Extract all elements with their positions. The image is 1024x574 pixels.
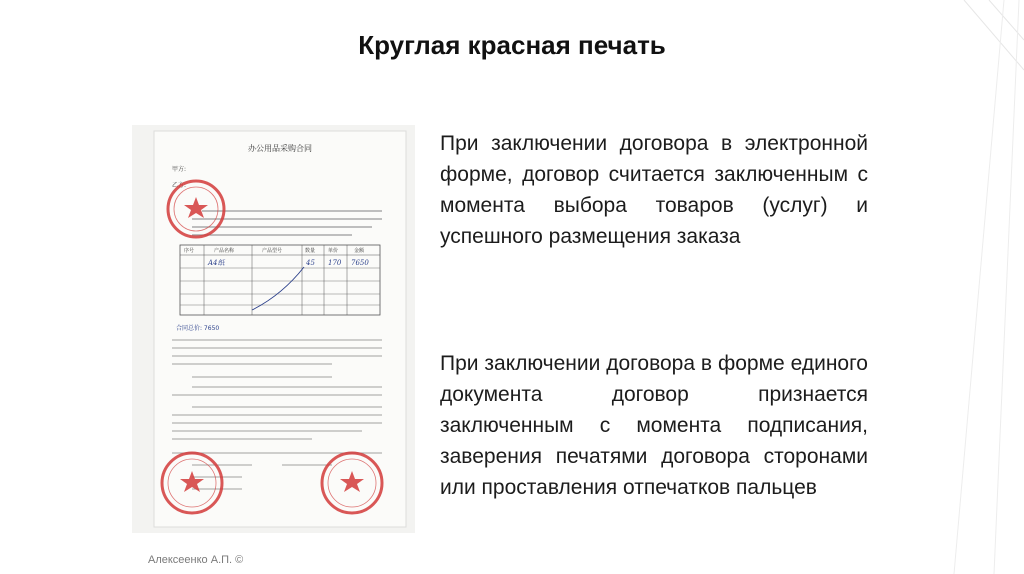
document-heading: 办公用品采购合同	[248, 144, 312, 153]
table-header-cell: 金额	[354, 248, 365, 254]
contract-document-photo	[132, 125, 415, 533]
table-header-cell: 单价	[328, 248, 339, 254]
party-a-label: 甲方:	[172, 166, 187, 173]
handwritten-item: A4纸	[208, 259, 225, 267]
handwritten-price: 170	[328, 259, 342, 267]
table-header-cell: 产品名称	[214, 248, 235, 254]
paragraph-text: При заключении договора в форме единого документа договор признается заключенным с момента подписания, заверения печатями договора сторонами или проставления отпечатков пальцев	[440, 352, 868, 499]
handwritten-amount: 7650	[351, 259, 369, 267]
party-b-label: 乙方:	[172, 182, 187, 189]
corner-decoration	[934, 0, 1024, 574]
table-header-cell: 数量	[305, 248, 316, 254]
total-line: 合同总价: 7650	[176, 325, 220, 332]
handwritten-qty: 45	[306, 259, 315, 267]
author-footer: Алексеенко А.П. ©	[148, 554, 244, 566]
paragraph-text: При заключении договора в электронной форме, договор считается заключенным с момента выбора товаров (услуг) и успешного размещения заказа	[440, 132, 868, 248]
slide-title: Круглая красная печать	[358, 30, 666, 60]
paragraph-single-document-contract	[440, 348, 868, 503]
paragraph-electronic-contract	[440, 128, 868, 252]
table-header-cell: 产品型号	[262, 248, 283, 254]
table-header-cell: 序号	[184, 248, 195, 254]
